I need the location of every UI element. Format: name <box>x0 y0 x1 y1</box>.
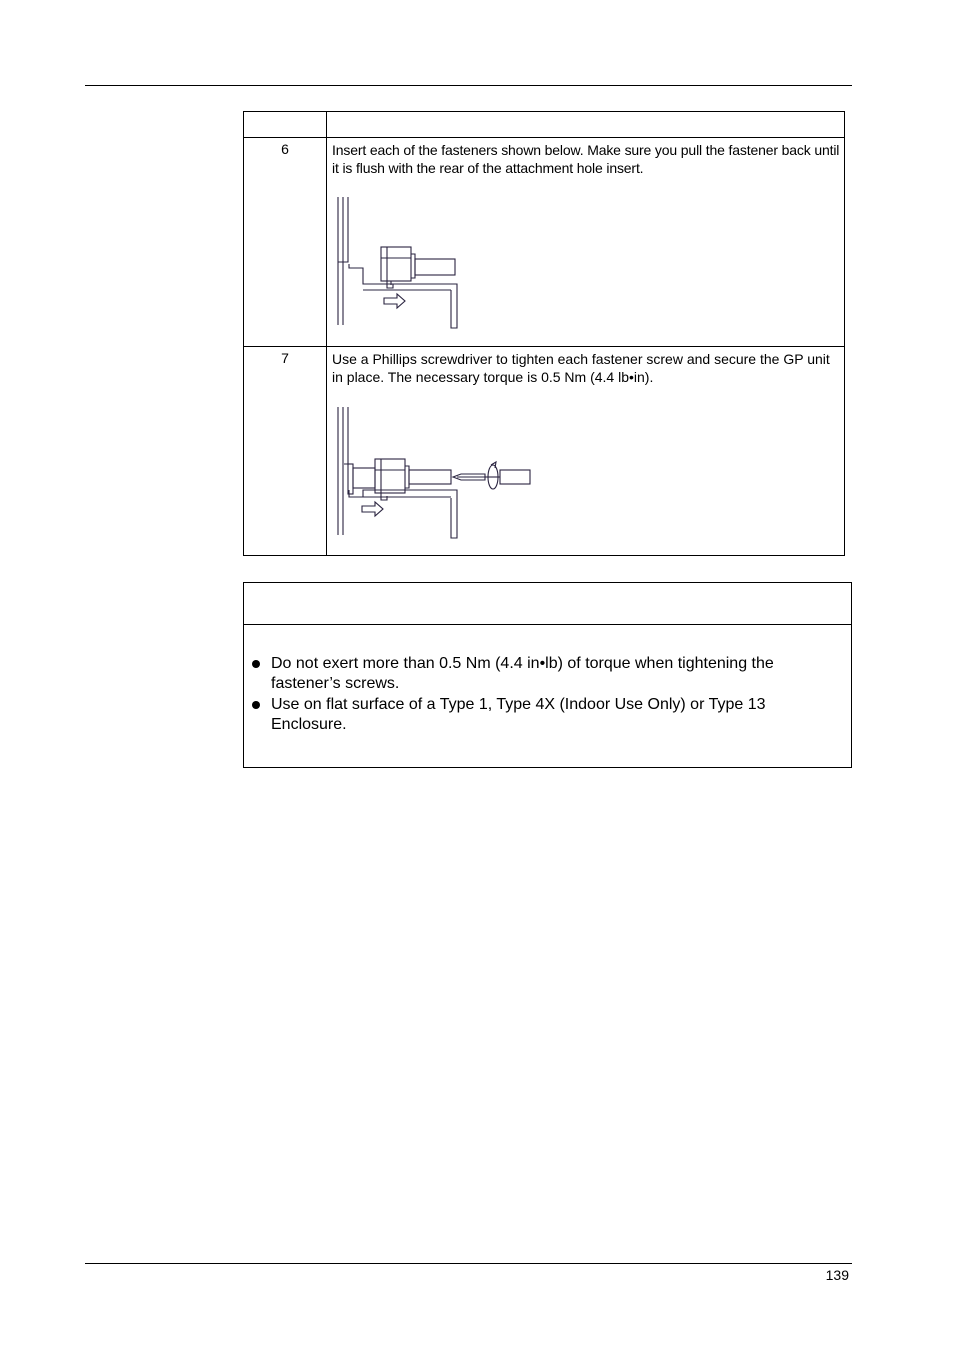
note-box <box>243 582 852 768</box>
note-text: Use on flat surface of a Type 1, Type 4X (Indoor Use Only) or Type 13 Enclosure. <box>271 696 766 733</box>
row-divider <box>244 346 844 347</box>
header-row-divider <box>244 137 844 138</box>
procedure-table <box>243 111 845 556</box>
note-text: Do not exert more than 0.5 Nm (4.4 in•lb) of torque when tightening the fastener’s screws. <box>271 655 774 692</box>
note-header-divider <box>244 624 851 625</box>
page-number: 139 <box>825 1267 849 1283</box>
fastener-insert-diagram <box>335 192 465 330</box>
footer-rule <box>85 1263 852 1264</box>
note-list <box>250 654 830 736</box>
column-divider <box>326 112 327 555</box>
step-text: Use a Phillips screwdriver to tighten each fastener screw and secure the GP unit in place. The necessary torque is 0.5 Nm (4.4 lb•in). <box>332 351 830 385</box>
list-item <box>250 654 830 694</box>
bullet-icon <box>252 660 260 668</box>
list-item <box>250 695 830 735</box>
step-text: Insert each of the fasteners shown below. Make sure you pull the fastener back until it is flush with the rear of the attachment hole insert. <box>332 142 840 176</box>
screwdriver-tighten-diagram <box>335 402 535 540</box>
header-rule <box>85 85 852 86</box>
step-number: 7 <box>281 350 289 366</box>
step-number: 6 <box>281 141 289 157</box>
bullet-icon <box>252 701 260 709</box>
